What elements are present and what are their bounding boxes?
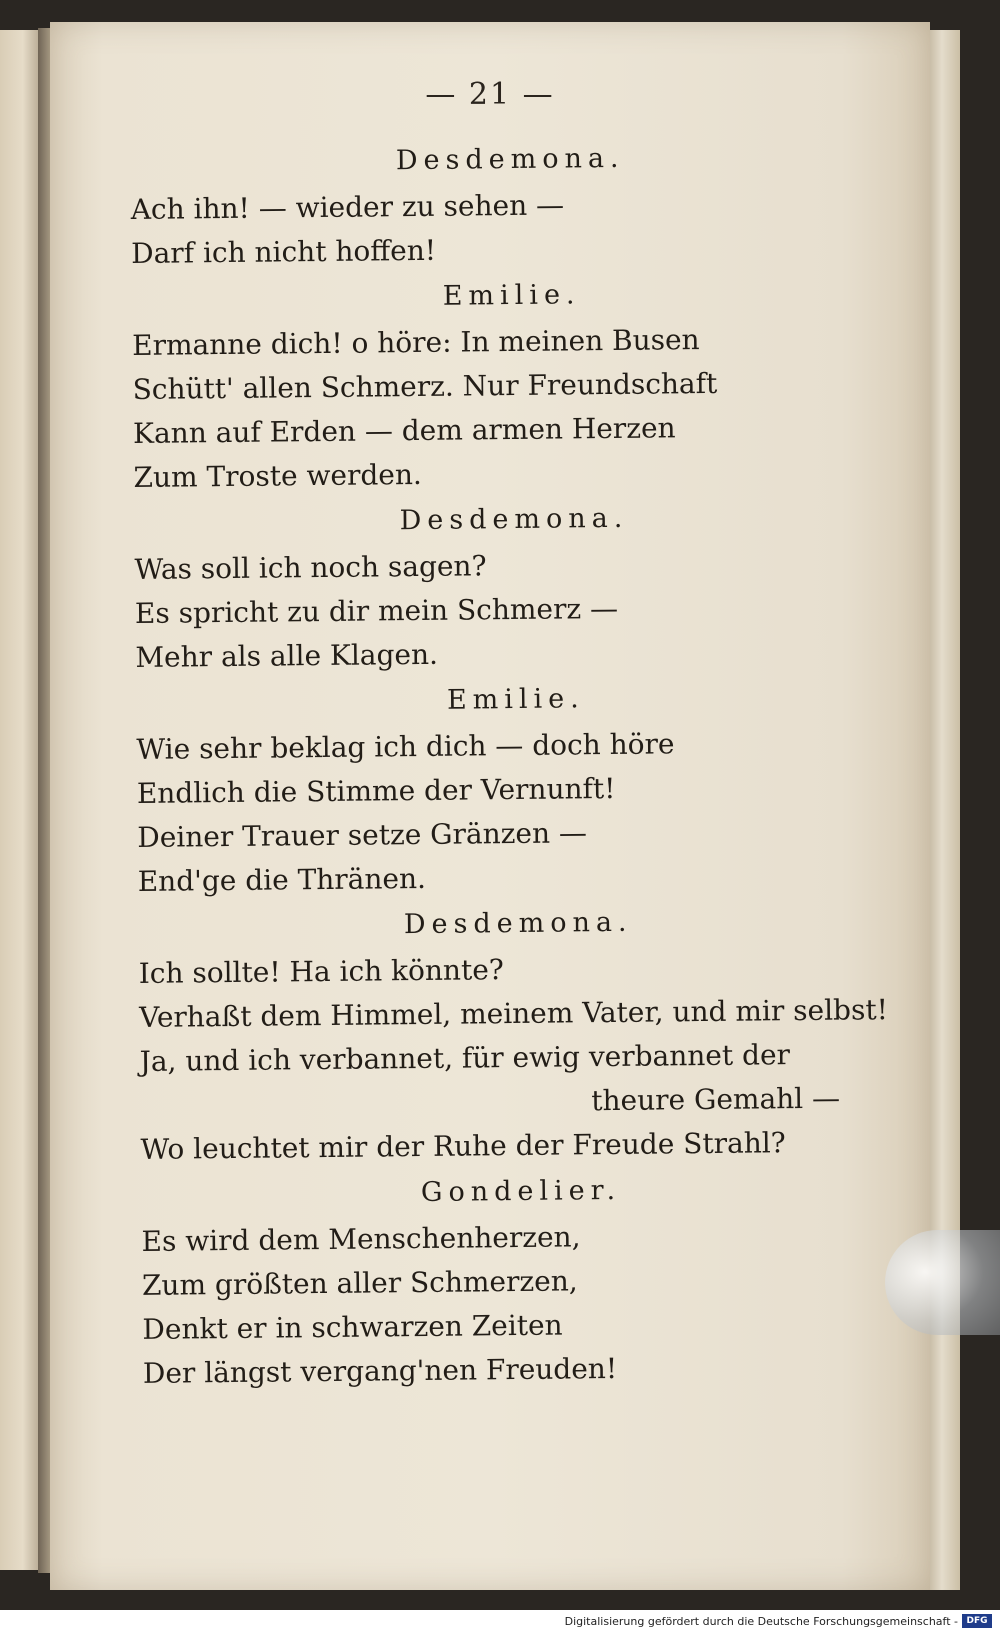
- verse-line: Ach ihn! — wieder zu sehen —: [130, 188, 565, 226]
- book-page: [50, 22, 930, 1590]
- verse-line: Zum größten aller Schmerzen,: [141, 1264, 578, 1302]
- verse-line: Denkt er in schwarzen Zeiten: [142, 1308, 563, 1346]
- speaker-name: Desdemona.: [399, 502, 629, 537]
- verse-line: Darf ich nicht hoffen!: [131, 233, 437, 270]
- next-pages-edge: [930, 30, 960, 1590]
- funding-notice: Digitalisierung gefördert durch die Deutsche Forschungsgemeinschaft -: [564, 1615, 958, 1628]
- verse-line: Schütt' allen Schmerz. Nur Freundschaft: [132, 366, 718, 406]
- verse-line: Wie sehr beklag ich dich — doch höre: [136, 727, 675, 766]
- speaker-name: Desdemona.: [395, 142, 625, 177]
- page-text: [130, 132, 903, 1396]
- verse-line: Endlich die Stimme der Vernunft!: [136, 771, 616, 810]
- verse-line: Ja, und ich verbannet, für ewig verbannet der: [139, 1038, 791, 1078]
- speaker-name: Gondelier.: [420, 1174, 622, 1209]
- verse-line: Wo leuchtet mir der Ruhe der Freude Strahl?: [140, 1126, 786, 1166]
- verse-line: Kann auf Erden — dem armen Herzen: [132, 411, 676, 450]
- verse-line: Ermanne dich! o höre: In meinen Busen: [131, 323, 700, 362]
- verse-line: Mehr als alle Klagen.: [135, 637, 439, 674]
- page-number: — 21 —: [425, 77, 555, 112]
- scanner-clip: [885, 1230, 1000, 1335]
- verse-line: Es spricht zu dir mein Schmerz —: [134, 591, 619, 630]
- verse-line: Zum Troste werden.: [133, 457, 423, 494]
- verse-line-continuation: theure Gemahl —: [591, 1081, 841, 1118]
- speaker-name: Emilie.: [442, 279, 581, 312]
- book-gutter: [38, 28, 50, 1573]
- speaker-name: Emilie.: [446, 683, 585, 716]
- previous-page-edge: [0, 30, 38, 1570]
- verse-line: End'ge die Thränen.: [137, 861, 427, 898]
- verse-line: Was soll ich noch sagen?: [134, 549, 487, 586]
- verse-line: Der längst vergang'nen Freuden!: [142, 1351, 618, 1390]
- scan-background: [960, 40, 1000, 1610]
- verse-line: Deiner Trauer setze Gränzen —: [137, 816, 588, 854]
- dfg-logo: DFG: [962, 1614, 992, 1628]
- verse-line: Ich sollte! Ha ich könnte?: [138, 953, 504, 990]
- speaker-name: Desdemona.: [403, 906, 633, 941]
- verse-line: Es wird dem Menschenherzen,: [141, 1220, 581, 1258]
- verse-line: Verhaßt dem Himmel, meinem Vater, und mir selbst!: [139, 993, 889, 1034]
